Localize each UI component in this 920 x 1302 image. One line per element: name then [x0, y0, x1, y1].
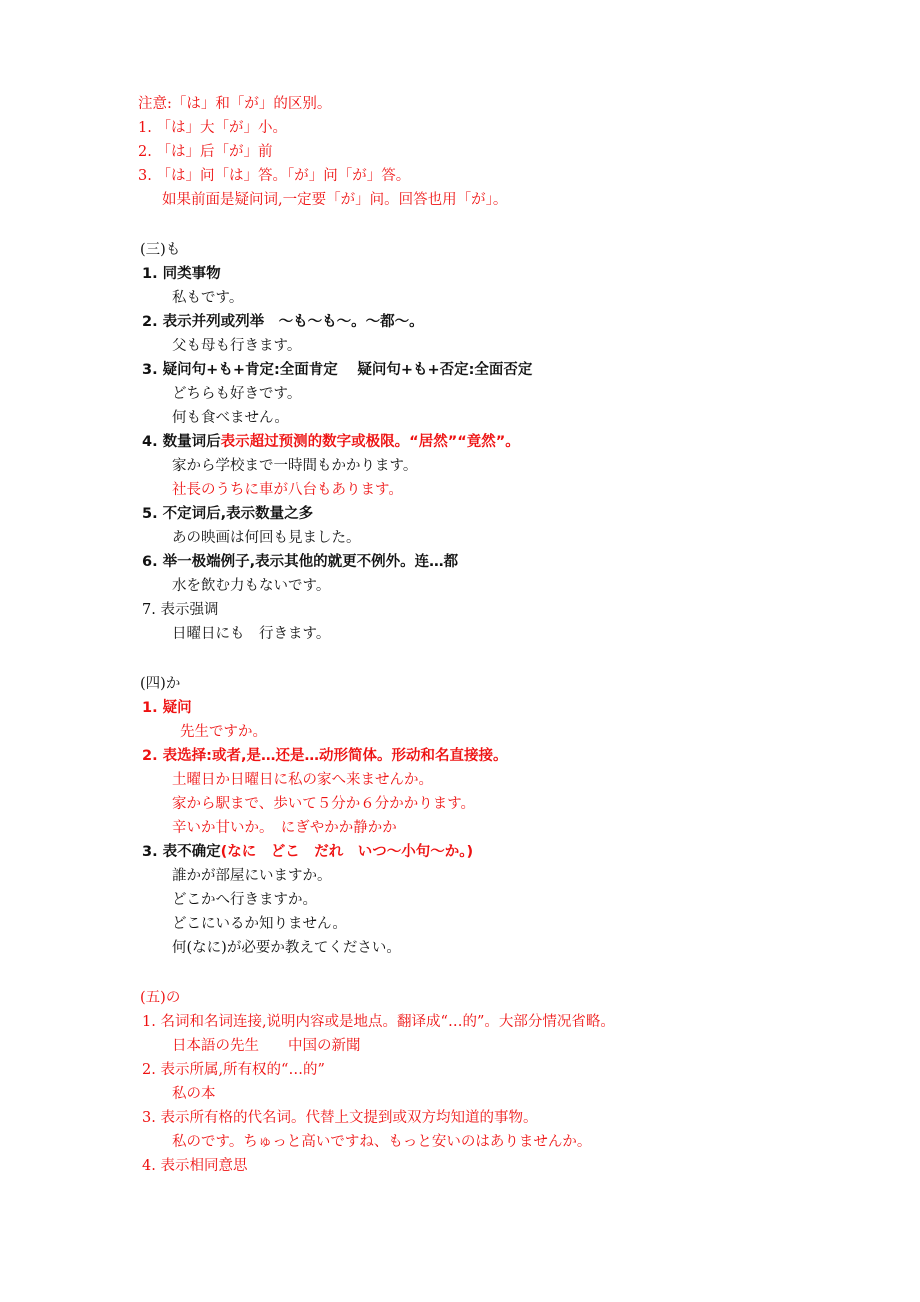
mo-item-5-title: 5. 不定词后,表示数量之多 [142, 506, 314, 522]
mo-item-4-title: 4. 数量词后表示超过预测的数字或极限。“居然”“竟然”。 [142, 434, 520, 450]
ka-item-3-title: 3. 表不确定(なに どこ だれ いつ～小句～か。) [142, 844, 474, 860]
ka-item-2-example-2: 家から駅まで、歩いて５分か６分かかります。 [172, 796, 476, 812]
item-number: 1. [138, 120, 152, 136]
section-heading-mo: (三)も [140, 242, 181, 258]
mo-item-6-example: 水を飲む力もないです。 [172, 578, 331, 594]
mo-item-7-title: 7. 表示强调 [142, 602, 219, 618]
mo-item-6-title: 6. 举一极端例子,表示其他的就更不例外。连…都 [142, 554, 459, 570]
note-item-1 [138, 118, 287, 138]
item-text: 「は」问「は」答。「が」问「が」答。 [156, 168, 411, 184]
mo-item-5-example: あの映画は何回も見ました。 [172, 530, 361, 546]
item-text: 「は」大「が」小。 [156, 120, 287, 136]
ka-item-2-example-3: 辛いか甘いか。 にぎやかか静かか [172, 820, 397, 836]
ka-item-3-example-2: どこかへ行きますか。 [172, 892, 317, 908]
section-heading-ka: (四)か [140, 676, 181, 692]
mo-item-1-example: 私もです。 [172, 290, 244, 306]
mo-item-3-example-1: どちらも好きです。 [172, 386, 302, 402]
ka-item-2-title: 2. 表选择:或者,是…还是…动形简体。形动和名直接接。 [142, 748, 508, 764]
note-title: 注意:「は」和「が」的区别。 [138, 96, 332, 112]
no-item-3-example: 私のです。ちゅっと高いですね、もっと安いのはありませんか。 [172, 1134, 592, 1150]
no-item-2-title: 2. 表示所属,所有权的“…的” [142, 1062, 325, 1078]
ka-item-3-example-3: どこにいるか知りません。 [172, 916, 347, 932]
mo-item-2-example: 父も母も行きます。 [172, 338, 302, 354]
item-text: 「は」后「が」前 [156, 144, 273, 160]
mo-item-7-example: 日曜日にも 行きます。 [172, 626, 331, 642]
ka-item-3-example-1: 誰かが部屋にいますか。 [172, 868, 332, 884]
note-sub: 如果前面是疑问词,一定要「が」问。回答也用「が」。 [162, 192, 508, 208]
mo-item-4-example-1: 家から学校まで一時間もかかります。 [172, 458, 418, 474]
item-number: 2. [138, 144, 152, 160]
mo-item-3-title: 3. 疑问句+も+肯定:全面肯定 疑问句+も+否定:全面否定 [142, 362, 533, 378]
mo-item-3-example-2: 何も食べません。 [172, 410, 289, 426]
no-item-4-title: 4. 表示相同意思 [142, 1158, 248, 1174]
mo-item-1-title: 1. 同类事物 [142, 266, 221, 282]
ka-item-1-example: 先生ですか。 [180, 724, 267, 740]
mo-item-2-title: 2. 表示并列或列举 ～も～も～。～都～。 [142, 314, 424, 330]
section-heading-no: (五)の [140, 990, 181, 1006]
ka-item-3-example-4: 何(なに)が必要か教えてください。 [172, 940, 401, 956]
ka-item-2-example-1: 土曜日か日曜日に私の家へ来ませんか。 [172, 772, 433, 788]
no-item-1-title: 1. 名词和名词连接,说明内容或是地点。翻译成“…的”。大部分情况省略。 [142, 1014, 615, 1030]
no-item-1-example: 日本語の先生 中国の新聞 [172, 1038, 361, 1054]
note-item-3 [138, 166, 410, 186]
mo-item-4-example-2: 社長のうちに車が八台もあります。 [172, 482, 403, 498]
no-item-2-example: 私の本 [172, 1086, 216, 1102]
ka-item-1-title: 1. 疑问 [142, 700, 192, 716]
no-item-3-title: 3. 表示所有格的代名词。代替上文提到或双方均知道的事物。 [142, 1110, 538, 1126]
note-item-2 [138, 142, 272, 162]
item-number: 3. [138, 168, 152, 184]
